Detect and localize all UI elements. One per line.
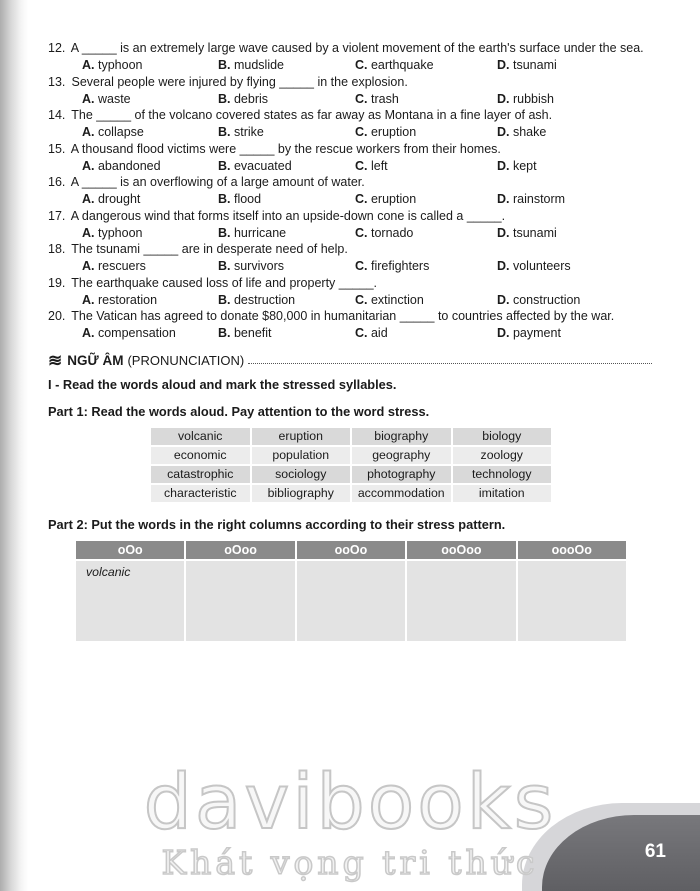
pattern-header: ooOo	[297, 541, 405, 559]
pattern-header: oOoo	[186, 541, 294, 559]
option-label: D.	[497, 192, 510, 206]
option-label: C.	[355, 158, 368, 173]
question-list	[48, 40, 654, 342]
page-number: 61	[644, 841, 666, 862]
word-cell: volcanic	[151, 428, 250, 445]
option-label: B.	[218, 192, 231, 206]
question-line	[48, 308, 654, 325]
options-row	[82, 292, 654, 309]
options-row	[82, 158, 654, 175]
option-text: flood	[233, 192, 262, 206]
option-b	[218, 225, 355, 242]
option-text: destruction	[233, 292, 296, 307]
option-label: B.	[218, 58, 231, 72]
instruction-part1: Part 1: Read the words aloud. Pay attention to the word stress.	[48, 403, 430, 419]
table-row	[151, 428, 551, 445]
option-label: B.	[218, 225, 231, 240]
answer-cell	[518, 561, 626, 641]
question-19	[48, 275, 654, 309]
answer-cell	[186, 561, 294, 641]
pattern-header: oooOo	[518, 541, 626, 559]
pattern-header: oOo	[76, 541, 184, 559]
answer-cell	[407, 561, 515, 641]
option-label: C.	[355, 58, 368, 72]
option-label: A.	[82, 91, 95, 106]
option-text: firefighters	[370, 259, 430, 273]
option-text: strike	[233, 125, 264, 139]
answer-row	[76, 561, 626, 641]
option-c	[355, 258, 497, 275]
option-c	[355, 225, 497, 242]
option-label: C.	[355, 326, 368, 340]
option-label: A.	[82, 326, 95, 340]
option-text: earthquake	[370, 58, 434, 72]
option-text: drought	[97, 192, 141, 206]
option-label: A.	[82, 158, 95, 173]
question-text: The tsunami _____ are in desperate need of help.	[71, 242, 348, 256]
option-text: left	[370, 158, 388, 173]
option-label: D.	[497, 91, 510, 106]
option-text: rainstorm	[512, 192, 566, 206]
option-a	[82, 124, 218, 141]
option-text: rubbish	[512, 91, 554, 106]
question-line	[48, 275, 654, 292]
pattern-header: ooOoo	[407, 541, 515, 559]
word-cell: biography	[352, 428, 451, 445]
option-text: survivors	[233, 259, 284, 273]
question-text: A dangerous wind that forms itself into an upside-down cone is called a _____.	[70, 208, 506, 223]
option-text: tornado	[370, 225, 414, 240]
word-cell: accommodation	[352, 485, 451, 502]
word-cell: zoology	[453, 447, 552, 464]
word-cell: catastrophic	[151, 466, 250, 483]
option-label: C.	[355, 192, 368, 206]
option-c	[355, 158, 497, 175]
question-text: A thousand flood victims were _____ by the rescue workers from their homes.	[70, 141, 501, 156]
question-13	[48, 74, 654, 108]
option-text: rescuers	[97, 259, 146, 273]
option-label: C.	[355, 292, 368, 307]
option-c	[355, 325, 497, 342]
question-text: The _____ of the volcano covered states as far away as Montana in a fine layer of ash.	[71, 108, 553, 122]
option-d	[497, 325, 654, 342]
option-label: B.	[218, 158, 231, 173]
options-row	[82, 124, 654, 141]
dotted-rule	[248, 363, 652, 364]
option-text: volunteers	[512, 259, 571, 273]
option-label: A.	[82, 58, 95, 72]
option-d	[497, 91, 654, 108]
word-cell: geography	[352, 447, 451, 464]
option-text: aid	[370, 326, 388, 340]
options-row	[82, 91, 654, 108]
option-d	[497, 292, 654, 309]
question-number: 13.	[48, 74, 66, 89]
stress-pattern-table	[74, 539, 628, 643]
option-c	[355, 91, 497, 108]
question-line	[48, 141, 654, 158]
question-number: 18.	[48, 242, 66, 256]
question-number: 12.	[48, 41, 66, 55]
option-label: B.	[218, 125, 231, 139]
option-b	[218, 91, 355, 108]
option-label: C.	[355, 225, 368, 240]
option-c	[355, 57, 497, 74]
option-label: D.	[497, 292, 510, 307]
word-cell: characteristic	[151, 485, 250, 502]
question-text: The earthquake caused loss of life and property _____.	[71, 275, 378, 290]
question-17	[48, 208, 654, 242]
option-label: C.	[355, 259, 368, 273]
word-stress-table	[149, 426, 553, 504]
option-c	[355, 292, 497, 309]
question-number: 20.	[48, 309, 66, 323]
option-label: B.	[218, 259, 231, 273]
table-row	[151, 447, 551, 464]
option-label: A.	[82, 192, 95, 206]
option-b	[218, 325, 355, 342]
option-text: shake	[512, 125, 547, 139]
option-a	[82, 57, 218, 74]
question-line	[48, 208, 654, 225]
option-label: B.	[218, 292, 231, 307]
option-text: waste	[97, 91, 131, 106]
answer-cell	[297, 561, 405, 641]
option-d	[497, 124, 654, 141]
option-label: D.	[497, 225, 510, 240]
question-number: 16.	[48, 175, 66, 189]
option-a	[82, 292, 218, 309]
question-14	[48, 107, 654, 141]
option-label: D.	[497, 326, 510, 340]
option-label: A.	[82, 225, 95, 240]
wave-icon: ≋	[48, 350, 63, 370]
option-a	[82, 325, 218, 342]
option-d	[497, 191, 654, 208]
answer-cell: volcanic	[76, 561, 184, 641]
option-label: B.	[218, 326, 231, 340]
question-18	[48, 241, 654, 275]
option-text: evacuated	[233, 158, 292, 173]
page-content	[48, 40, 654, 643]
question-line	[48, 174, 654, 191]
section-header	[48, 350, 654, 368]
option-d	[497, 225, 654, 242]
option-text: hurricane	[233, 225, 287, 240]
option-label: D.	[497, 259, 510, 273]
option-a	[82, 191, 218, 208]
question-line	[48, 241, 654, 258]
option-text: eruption	[370, 125, 417, 139]
option-c	[355, 191, 497, 208]
word-cell: population	[252, 447, 351, 464]
question-text: The Vatican has agreed to donate $80,000 in humanitarian _____ to countries affected by the war.	[71, 309, 615, 323]
table-row	[151, 466, 551, 483]
option-b	[218, 158, 355, 175]
question-text: Several people were injured by flying _____ in the explosion.	[71, 74, 408, 89]
question-line	[48, 40, 654, 57]
word-cell: bibliography	[252, 485, 351, 502]
option-b	[218, 258, 355, 275]
question-number: 15.	[48, 141, 66, 156]
question-12	[48, 40, 654, 74]
option-text: construction	[512, 292, 581, 307]
option-label: D.	[497, 58, 510, 72]
option-b	[218, 124, 355, 141]
option-text: typhoon	[97, 225, 143, 240]
question-number: 17.	[48, 208, 66, 223]
question-20	[48, 308, 654, 342]
options-row	[82, 258, 654, 275]
question-text: A _____ is an extremely large wave caused by a violent movement of the earth's surface under the sea.	[70, 41, 644, 55]
word-cell: sociology	[252, 466, 351, 483]
option-text: trash	[370, 91, 399, 106]
option-text: benefit	[233, 326, 272, 340]
option-b	[218, 57, 355, 74]
option-text: payment	[512, 326, 561, 340]
word-cell: biology	[453, 428, 552, 445]
option-text: collapse	[97, 125, 144, 139]
instruction-main: I - Read the words aloud and mark the stressed syllables.	[48, 376, 397, 392]
page-left-shadow	[0, 0, 28, 891]
watermark-slogan: Khát vọng tri thức	[161, 843, 539, 882]
option-label: D.	[497, 158, 510, 173]
option-d	[497, 258, 654, 275]
question-text: A _____ is an overflowing of a large amount of water.	[70, 175, 365, 189]
option-text: typhoon	[97, 58, 143, 72]
option-a	[82, 158, 218, 175]
section-subtitle: (PRONUNCIATION)	[127, 352, 245, 368]
question-number: 19.	[48, 275, 66, 290]
instruction-part2: Part 2: Put the words in the right columns according to their stress pattern.	[48, 516, 506, 532]
watermark-logo: davibooks	[143, 757, 557, 846]
option-text: eruption	[370, 192, 417, 206]
option-label: C.	[355, 125, 368, 139]
option-b	[218, 292, 355, 309]
option-text: kept	[512, 158, 537, 173]
option-text: compensation	[97, 326, 176, 340]
option-label: A.	[82, 125, 95, 139]
options-row	[82, 225, 654, 242]
question-number: 14.	[48, 108, 66, 122]
option-b	[218, 191, 355, 208]
option-text: debris	[233, 91, 269, 106]
word-cell: technology	[453, 466, 552, 483]
option-text: mudslide	[233, 58, 285, 72]
options-row	[82, 57, 654, 74]
option-text: extinction	[370, 292, 424, 307]
pattern-header-row	[76, 541, 626, 559]
option-text: tsunami	[512, 58, 557, 72]
option-c	[355, 124, 497, 141]
options-row	[82, 191, 654, 208]
option-label: A.	[82, 259, 95, 273]
table-row	[151, 485, 551, 502]
word-cell: eruption	[252, 428, 351, 445]
word-cell: imitation	[453, 485, 552, 502]
options-row	[82, 325, 654, 342]
word-cell: economic	[151, 447, 250, 464]
option-d	[497, 57, 654, 74]
question-line	[48, 107, 654, 124]
option-text: abandoned	[97, 158, 161, 173]
option-label: A.	[82, 292, 95, 307]
question-15	[48, 141, 654, 175]
option-a	[82, 258, 218, 275]
option-label: D.	[497, 125, 510, 139]
option-label: B.	[218, 91, 231, 106]
question-16	[48, 174, 654, 208]
option-text: tsunami	[512, 225, 557, 240]
option-a	[82, 91, 218, 108]
option-text: restoration	[97, 292, 158, 307]
word-cell: photography	[352, 466, 451, 483]
question-line	[48, 74, 654, 91]
option-label: C.	[355, 91, 368, 106]
section-title: NGỮ ÂM	[67, 352, 124, 368]
option-a	[82, 225, 218, 242]
option-d	[497, 158, 654, 175]
